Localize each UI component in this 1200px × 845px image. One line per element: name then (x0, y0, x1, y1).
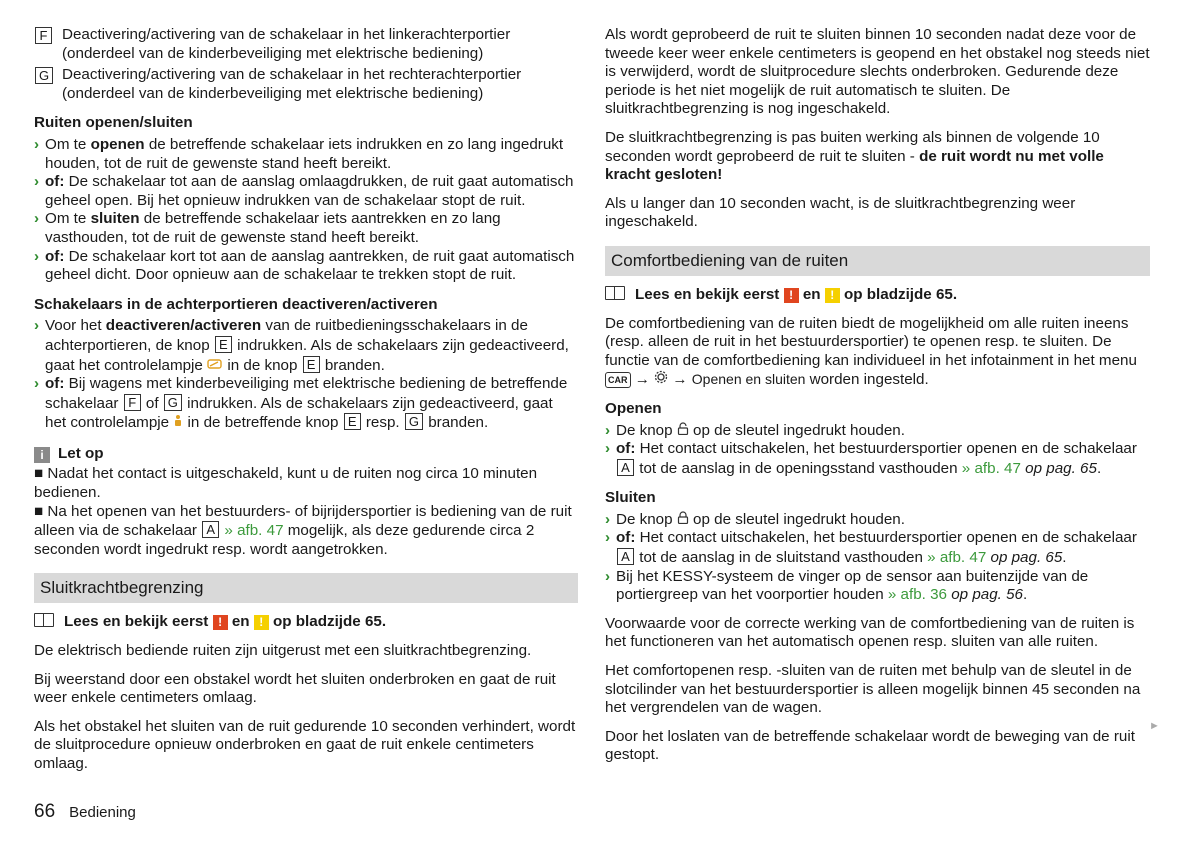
bullet-close (34, 210, 578, 247)
arrow-icon: › (605, 529, 611, 547)
paragraph (605, 315, 1150, 390)
text: resp. (361, 414, 404, 432)
text: de betreffende schakelaar iets indrukken en zo lang ingedrukt houden, tot de ruit de gewenste stand heeft bereikt. (45, 135, 564, 172)
text-bold: of: (45, 173, 65, 191)
text: ■ Na het openen van het bestuurders- of bijrijdersportier is bediening van de ruit alleen via de schakelaar (34, 502, 572, 540)
paragraph: Als u langer dan 10 seconden wacht, is de sluitkrachtbegrenzing weer ingeschakeld. (605, 194, 1076, 231)
figure-link[interactable]: » afb. 47 (961, 459, 1021, 477)
arrow-icon: › (34, 135, 40, 153)
text-bold: sluiten (90, 210, 140, 228)
list-item-f (34, 26, 578, 63)
child-lock-lamp-icon (173, 415, 183, 430)
text-bold: of: (616, 529, 636, 547)
text: . (1062, 549, 1067, 567)
subheading-rear-switches: Schakelaars in de achterportieren deactiveren/activeren (34, 295, 438, 313)
text: Bij wagens met kinderbeveiliging met elektrische bediening de betreffende schakelaar (45, 375, 568, 412)
bullet-close-alt (34, 248, 578, 285)
text-bold: deactiveren/activeren (105, 317, 262, 335)
text: op bladzijde 65. (839, 285, 958, 303)
warning-red-icon: ! (213, 615, 228, 630)
text: Om te (45, 135, 91, 153)
text: De knop (616, 510, 677, 528)
note-heading (34, 445, 578, 464)
bullet-close-kessy (605, 568, 1150, 605)
bullet-open-alt (605, 440, 1150, 478)
bullet-deactivate-alt (34, 375, 578, 433)
text: De schakelaar kort tot aan de aanslag aantrekken, de ruit gaat automatisch geheel dicht. Door opnieuw aan de schakelaar te trekken stopt de ruit. (45, 247, 575, 284)
text: Lees en bekijk eerst (64, 613, 213, 631)
text: tot de aanslag in de openingsstand vasthouden (635, 459, 962, 477)
warning-yellow-icon: ! (825, 288, 840, 303)
bullet-close-alt (605, 529, 1150, 567)
car-menu-icon: CAR (605, 372, 631, 388)
key-label-g: G (35, 67, 53, 84)
text-bold: openen (90, 135, 145, 153)
page-reference: op pag. 65 (1020, 459, 1097, 477)
text: indrukken. Als de schakelaars zijn gedeactiveerd, gaat het controlelampje (45, 336, 569, 374)
text: De knop (616, 421, 677, 439)
item-f-text: Deactivering/activering van de schakelaar in het linkerachterportier (onderdeel van de kinderbeveiliging met elektrische bediening) (62, 26, 511, 62)
arrow-icon: › (34, 247, 40, 265)
bullet-close-key (605, 511, 1150, 530)
arrow-icon: › (605, 567, 611, 585)
text: . (1096, 459, 1102, 477)
figure-link[interactable]: » afb. 47 (927, 549, 987, 567)
page-reference: op pag. 56 (947, 586, 1024, 604)
text: Voor het (45, 317, 106, 335)
paragraph: Als wordt geprobeerd de ruit te sluiten binnen 10 seconden nadat deze voor de tweede keer weer enkele centimeters is geopend en het obstakel nog steeds niet is verwijderd, wordt de sluitprocedure slechts onderbroken. Gedurende deze periode is het niet mogelijk de ruit automatisch te sluiten. De sluitkrachtbegrenzing is nog ingeschakeld. (605, 26, 1150, 118)
warning-red-icon: ! (784, 288, 799, 303)
right-column (605, 26, 1150, 775)
window-lock-lamp-icon (207, 358, 223, 373)
text: in de betreffende knop (183, 414, 343, 432)
bullet-open-key (605, 422, 1150, 441)
text: tot de aanslag in de sluitstand vasthouden (635, 549, 928, 567)
note-title: Let op (58, 444, 104, 462)
page-number: 66 (34, 801, 56, 822)
arrow-icon: › (34, 317, 40, 335)
page-reference: op pag. 65 (986, 549, 1063, 567)
text: worden ingesteld. (805, 371, 929, 389)
text: de betreffende schakelaar iets aantrekken en zo lang vasthouden, tot de ruit de gewenste stand heeft bereikt. (45, 210, 501, 246)
bullet-deactivate (34, 317, 578, 375)
text: → (630, 371, 655, 389)
text: op bladzijde 65. (268, 613, 387, 631)
text: of (141, 394, 163, 412)
text-bold: of: (616, 440, 636, 458)
text: . (1023, 586, 1028, 604)
figure-link[interactable]: » afb. 36 (887, 586, 947, 604)
note-text-1: ■ Nadat het contact is uitgeschakeld, kunt u de ruiten nog circa 10 minuten bedienen. (34, 465, 538, 502)
book-icon (34, 613, 54, 627)
note-text-2 (34, 503, 578, 560)
paragraph: Voorwaarde voor de correcte werking van de comfortbediening van de ruiten is het functioneren van het automatisch openen resp. sluiten van alle ruiten. (605, 614, 1135, 651)
subheading-open: Openen (605, 399, 662, 417)
text: van de ruitbedieningsschakelaars in de achterportieren, de knop (45, 317, 528, 354)
key-label-e: E (215, 336, 232, 353)
text: en (798, 285, 825, 303)
section-heading-comfort: Comfortbediening van de ruiten (605, 246, 1150, 276)
text: en (227, 613, 254, 631)
arrow-icon: › (605, 440, 611, 458)
bullet-open (34, 136, 578, 173)
continue-arrow-icon: ► (1149, 720, 1160, 732)
text: Het contact uitschakelen, het bestuurdersportier openen en de schakelaar (635, 440, 1137, 458)
bullet-open-alt (34, 173, 578, 210)
text: branden. (424, 414, 489, 432)
section-heading-force-limiter: Sluitkrachtbegrenzing (34, 573, 578, 603)
read-first-reference (605, 286, 1150, 305)
key-label-a: A (617, 548, 634, 565)
text: Bij het KESSY-systeem de vinger op de sensor aan buitenzijde van de portiergreep van het voorportier houden (616, 567, 1089, 604)
paragraph: Door het loslaten van de betreffende schakelaar wordt de beweging van de ruit gestopt. (605, 727, 1135, 764)
key-label-f: F (35, 27, 52, 44)
text: Lees en bekijk eerst (635, 285, 784, 303)
paragraph: Het comfortopenen resp. -sluiten van de ruiten met behulp van de sleutel in de slotcilinder van het bestuurdersportier is alleen mogelijk binnen 45 seconden na het vergrendelen van de wagen. (605, 662, 1141, 717)
paragraph: De elektrisch bediende ruiten zijn uitgerust met een sluitkrachtbegrenzing. (34, 642, 532, 660)
subheading-close: Sluiten (605, 489, 656, 507)
key-label-g: G (405, 413, 423, 430)
text: De sluitkrachtbegrenzing is pas buiten werking als binnen de volgende 10 seconden wordt geprobeerd de ruit te sluiten - (605, 128, 1100, 165)
text: De comfortbediening van de ruiten biedt de mogelijkheid om alle ruiten ineens (resp. alleen de ruit in het bestuurdersportier) te openen resp. te sluiten. De functie van de comfortbediening kan individueel in het infotainment in het menu (605, 314, 1137, 369)
text-bold: de ruit wordt nu met volle kracht gesloten! (605, 147, 1104, 184)
text-bold: of: (45, 375, 65, 393)
key-label-g: G (164, 394, 182, 411)
info-icon: i (34, 447, 50, 463)
figure-link[interactable]: » afb. 47 (224, 522, 284, 540)
arrow-icon: › (605, 510, 611, 528)
subheading-open-close: Ruiten openen/sluiten (34, 114, 193, 132)
text: in de knop (223, 356, 302, 374)
book-icon (605, 286, 625, 300)
unlock-icon (677, 422, 689, 439)
read-first-reference (34, 613, 578, 632)
menu-item-label: Openen en sluiten (691, 371, 806, 388)
text: op de sleutel ingedrukt houden. (688, 510, 905, 528)
paragraph: Bij weerstand door een obstakel wordt het sluiten onderbroken en gaat de ruit weer enkele centimeters omlaag. (34, 670, 556, 707)
item-g-text: Deactivering/activering van de schakelaar in het rechterachterportier (onderdeel van de kinderbeveiliging met elektrische bediening) (62, 66, 522, 102)
arrow-icon: › (34, 173, 40, 191)
key-label-a: A (202, 521, 219, 538)
text: op de sleutel ingedrukt houden. (688, 421, 905, 439)
left-column (34, 26, 578, 784)
text: Om te (45, 210, 91, 228)
arrow-icon: › (605, 421, 611, 439)
text: → (668, 371, 692, 389)
key-label-e: E (303, 356, 320, 373)
key-label-f: F (124, 394, 141, 411)
key-label-a: A (617, 459, 634, 476)
arrow-icon: › (34, 210, 40, 228)
lock-icon (677, 511, 689, 528)
text: mogelijk, als deze gedurende circa 2 seconden wordt ingedrukt resp. wordt aangetrokken. (34, 522, 535, 558)
key-label-e: E (344, 413, 361, 430)
warning-yellow-icon: ! (254, 615, 269, 630)
paragraph (605, 129, 1150, 185)
text: indrukken. Als de schakelaars zijn gedeactiveerd, gaat het controlelampje (45, 394, 553, 432)
text: Het contact uitschakelen, het bestuurdersportier openen en de schakelaar (635, 529, 1137, 547)
text: branden. (320, 356, 385, 374)
settings-gear-icon (654, 371, 668, 388)
text: De schakelaar tot aan de aanslag omlaagdrukken, de ruit gaat automatisch geheel open. Bij het opnieuw indrukken van de schakelaar stopt de ruit. (45, 173, 574, 209)
page-footer (34, 803, 136, 823)
arrow-icon: › (34, 375, 40, 393)
footer-section-name: Bediening (69, 804, 136, 821)
text-bold: of: (45, 247, 65, 265)
paragraph: Als het obstakel het sluiten van de ruit gedurende 10 seconden verhindert, wordt de sluitprocedure opnieuw onderbroken en gaat de ruit enkele centimeters omlaag. (34, 717, 576, 772)
list-item-g (34, 66, 578, 103)
